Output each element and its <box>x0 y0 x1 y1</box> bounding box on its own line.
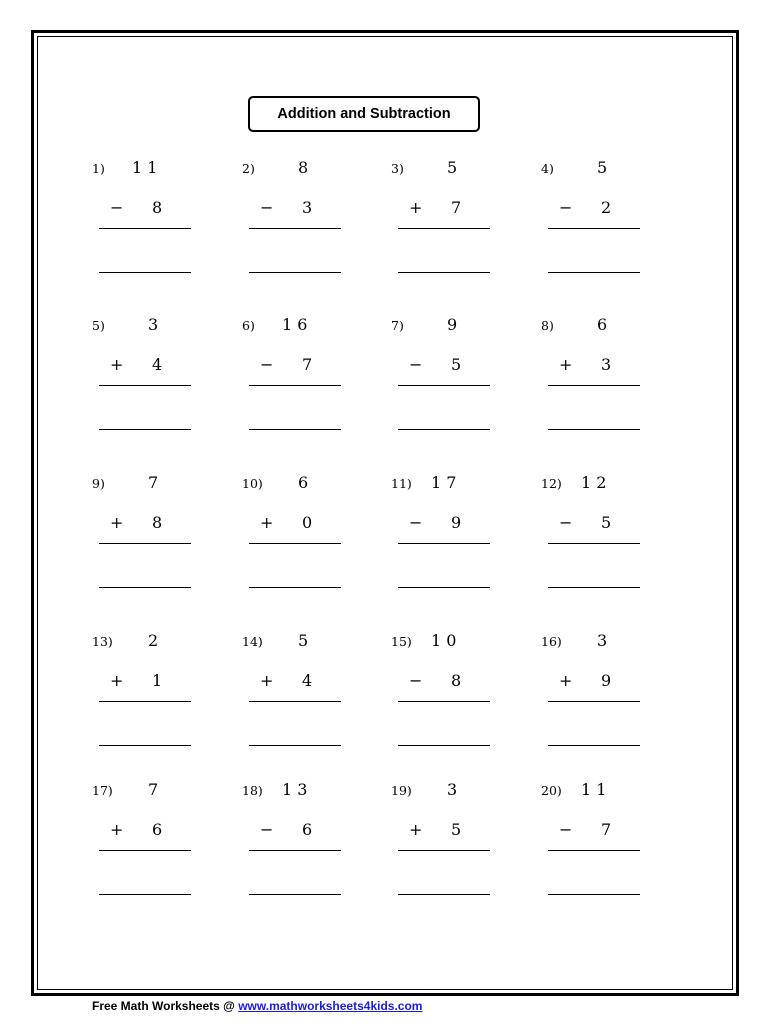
problem-bottom-number: 9 <box>451 513 462 532</box>
problem-top-number: 1 7 <box>431 473 457 492</box>
problem-item <box>242 158 362 278</box>
problem-bottom-number: 2 <box>601 198 612 217</box>
problem-item <box>541 315 661 435</box>
problem-number: 1) <box>92 161 105 176</box>
problem-top-number: 1 6 <box>282 315 308 334</box>
footer-link[interactable]: www.mathworksheets4kids.com <box>238 999 423 1013</box>
problem-top-number: 5 <box>597 158 608 177</box>
problem-number: 10) <box>242 476 263 491</box>
operator-sign: − <box>409 671 423 690</box>
problem-item <box>92 631 212 751</box>
operator-sign: − <box>260 198 274 217</box>
problem-bottom-number: 5 <box>601 513 612 532</box>
sum-rule <box>249 228 341 229</box>
problem-item <box>242 631 362 751</box>
sum-rule <box>548 701 640 702</box>
problem-item <box>92 315 212 435</box>
operator-sign: − <box>110 198 124 217</box>
problem-item <box>541 780 661 900</box>
sum-rule <box>99 543 191 544</box>
sum-rule <box>548 850 640 851</box>
sum-rule <box>249 385 341 386</box>
operator-sign: + <box>110 513 124 532</box>
problem-number: 16) <box>541 634 562 649</box>
problem-top-number: 7 <box>148 780 159 799</box>
sum-rule <box>398 543 490 544</box>
problem-top-number: 1 1 <box>132 158 158 177</box>
operator-sign: − <box>559 198 573 217</box>
sum-rule <box>548 228 640 229</box>
problem-top-number: 5 <box>447 158 458 177</box>
problem-item <box>391 780 511 900</box>
footer <box>92 999 422 1013</box>
problem-bottom-number: 4 <box>302 671 313 690</box>
problem-top-number: 9 <box>447 315 458 334</box>
problem-item <box>391 473 511 593</box>
answer-line <box>548 429 640 430</box>
problem-bottom-number: 1 <box>152 671 163 690</box>
problem-item <box>242 315 362 435</box>
worksheet-title-text: Addition and Subtraction <box>277 106 451 122</box>
answer-line <box>548 272 640 273</box>
problem-item <box>92 473 212 593</box>
problem-number: 18) <box>242 783 263 798</box>
problem-item <box>92 780 212 900</box>
answer-line <box>548 745 640 746</box>
problem-top-number: 5 <box>298 631 309 650</box>
problem-top-number: 1 3 <box>282 780 308 799</box>
problem-number: 15) <box>391 634 412 649</box>
problem-number: 4) <box>541 161 554 176</box>
operator-sign: + <box>559 355 573 374</box>
sum-rule <box>249 543 341 544</box>
problem-number: 5) <box>92 318 105 333</box>
problem-bottom-number: 6 <box>152 820 163 839</box>
problem-bottom-number: 7 <box>302 355 313 374</box>
answer-line <box>99 894 191 895</box>
sum-rule <box>99 701 191 702</box>
problem-number: 19) <box>391 783 412 798</box>
problem-item <box>541 631 661 751</box>
answer-line <box>398 272 490 273</box>
answer-line <box>548 587 640 588</box>
problem-item <box>541 158 661 278</box>
problem-number: 11) <box>391 476 412 491</box>
problem-bottom-number: 4 <box>152 355 163 374</box>
operator-sign: + <box>559 671 573 690</box>
problem-item <box>242 780 362 900</box>
problem-top-number: 1 2 <box>581 473 607 492</box>
answer-line <box>249 587 341 588</box>
problem-top-number: 7 <box>148 473 159 492</box>
sum-rule <box>398 228 490 229</box>
problem-number: 2) <box>242 161 255 176</box>
problem-bottom-number: 5 <box>451 355 462 374</box>
problem-number: 14) <box>242 634 263 649</box>
problem-item <box>391 631 511 751</box>
answer-line <box>99 587 191 588</box>
problem-bottom-number: 3 <box>302 198 313 217</box>
operator-sign: + <box>110 355 124 374</box>
problem-top-number: 1 1 <box>581 780 607 799</box>
problem-bottom-number: 8 <box>152 198 163 217</box>
operator-sign: + <box>409 198 423 217</box>
operator-sign: − <box>559 820 573 839</box>
operator-sign: + <box>260 513 274 532</box>
sum-rule <box>99 385 191 386</box>
operator-sign: + <box>110 671 124 690</box>
problem-bottom-number: 8 <box>152 513 163 532</box>
operator-sign: + <box>409 820 423 839</box>
answer-line <box>249 272 341 273</box>
sum-rule <box>249 701 341 702</box>
problem-bottom-number: 0 <box>302 513 313 532</box>
sum-rule <box>398 701 490 702</box>
sum-rule <box>548 385 640 386</box>
sum-rule <box>548 543 640 544</box>
problem-bottom-number: 5 <box>451 820 462 839</box>
answer-line <box>249 745 341 746</box>
problem-bottom-number: 7 <box>601 820 612 839</box>
problem-top-number: 6 <box>597 315 608 334</box>
problem-number: 13) <box>92 634 113 649</box>
problem-number: 20) <box>541 783 562 798</box>
problem-number: 6) <box>242 318 255 333</box>
problem-item <box>92 158 212 278</box>
operator-sign: − <box>409 355 423 374</box>
answer-line <box>548 894 640 895</box>
answer-line <box>99 745 191 746</box>
sum-rule <box>398 850 490 851</box>
answer-line <box>99 429 191 430</box>
sum-rule <box>398 385 490 386</box>
problem-top-number: 2 <box>148 631 159 650</box>
problem-item <box>242 473 362 593</box>
problem-top-number: 8 <box>298 158 309 177</box>
problem-top-number: 3 <box>597 631 608 650</box>
operator-sign: − <box>260 820 274 839</box>
problem-number: 9) <box>92 476 105 491</box>
problem-item <box>541 473 661 593</box>
problem-top-number: 3 <box>447 780 458 799</box>
sum-rule <box>99 850 191 851</box>
answer-line <box>249 894 341 895</box>
operator-sign: − <box>260 355 274 374</box>
problem-top-number: 3 <box>148 315 159 334</box>
answer-line <box>99 272 191 273</box>
answer-line <box>398 745 490 746</box>
problem-number: 8) <box>541 318 554 333</box>
sum-rule <box>99 228 191 229</box>
problem-bottom-number: 8 <box>451 671 462 690</box>
problem-item <box>391 315 511 435</box>
problem-number: 17) <box>92 783 113 798</box>
problem-bottom-number: 3 <box>601 355 612 374</box>
problem-number: 3) <box>391 161 404 176</box>
problem-top-number: 6 <box>298 473 309 492</box>
answer-line <box>249 429 341 430</box>
answer-line <box>398 429 490 430</box>
operator-sign: − <box>559 513 573 532</box>
operator-sign: + <box>110 820 124 839</box>
answer-line <box>398 894 490 895</box>
sum-rule <box>249 850 341 851</box>
problem-item <box>391 158 511 278</box>
problem-top-number: 1 0 <box>431 631 457 650</box>
operator-sign: − <box>409 513 423 532</box>
problem-number: 12) <box>541 476 562 491</box>
operator-sign: + <box>260 671 274 690</box>
problem-number: 7) <box>391 318 404 333</box>
worksheet-title <box>248 96 480 132</box>
problem-bottom-number: 7 <box>451 198 462 217</box>
problem-bottom-number: 9 <box>601 671 612 690</box>
answer-line <box>398 587 490 588</box>
problem-bottom-number: 6 <box>302 820 313 839</box>
footer-prefix: Free Math Worksheets @ <box>92 999 239 1013</box>
